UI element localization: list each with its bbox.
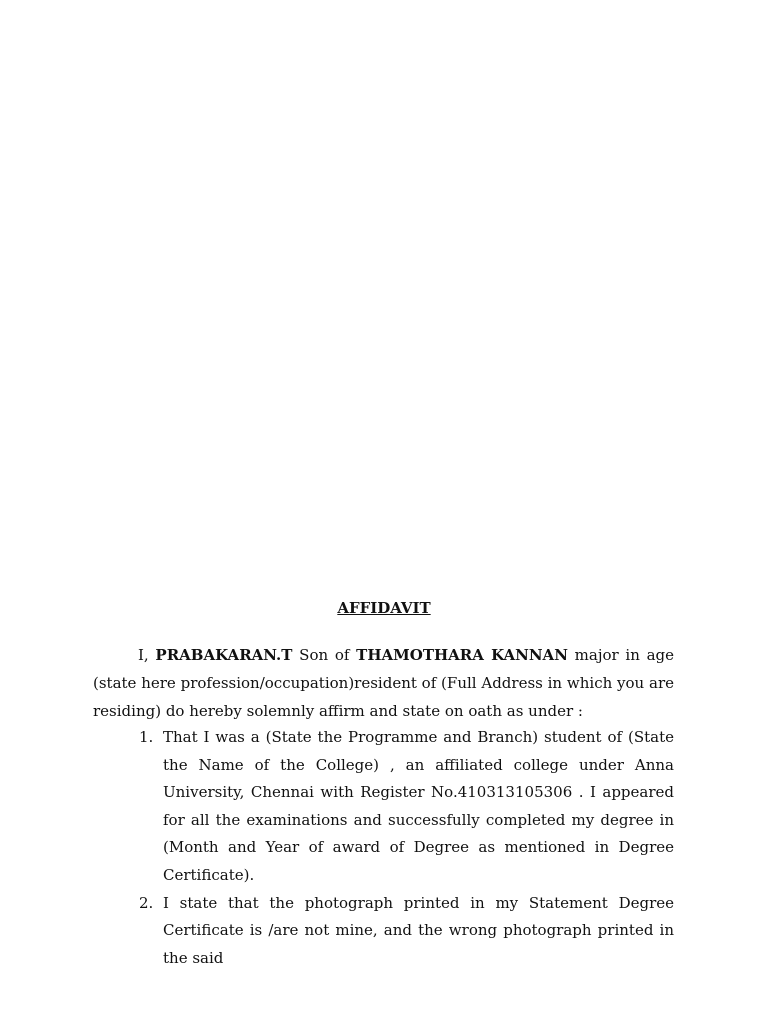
deponent-name: PRABAKARAN.T	[155, 646, 293, 664]
document-title: AFFIDAVIT	[337, 599, 431, 617]
list-item-text: That I was a (State the Programme and Branch) student of (State the Name of the College) , an affiliated college under Anna University, Chennai with Register No.410313105306 . I appeared for all the examinations and successfully completed my degree in (Month and Year of award of Degree as mentioned in Degree Certificate).	[163, 728, 674, 884]
intro-prefix: I,	[138, 646, 156, 664]
intro-paragraph	[93, 641, 674, 725]
intro-rest: major in age (state here profession/occupation)resident of (Full Address in which you are residing) do hereby solemnly affirm and state on oath as under :	[93, 646, 675, 720]
list-item-number: 2.	[139, 893, 154, 912]
statement-list	[93, 724, 674, 972]
list-item	[93, 890, 674, 973]
father-name: THAMOTHARA KANNAN	[356, 646, 568, 664]
son-of-text: Son of	[292, 646, 357, 664]
list-item	[93, 724, 674, 890]
list-item-number: 1.	[139, 728, 154, 746]
list-item-text: I state that the photograph printed in my Statement Degree Certificate is /are not mine, and the wrong photograph printed in the said	[163, 893, 674, 967]
